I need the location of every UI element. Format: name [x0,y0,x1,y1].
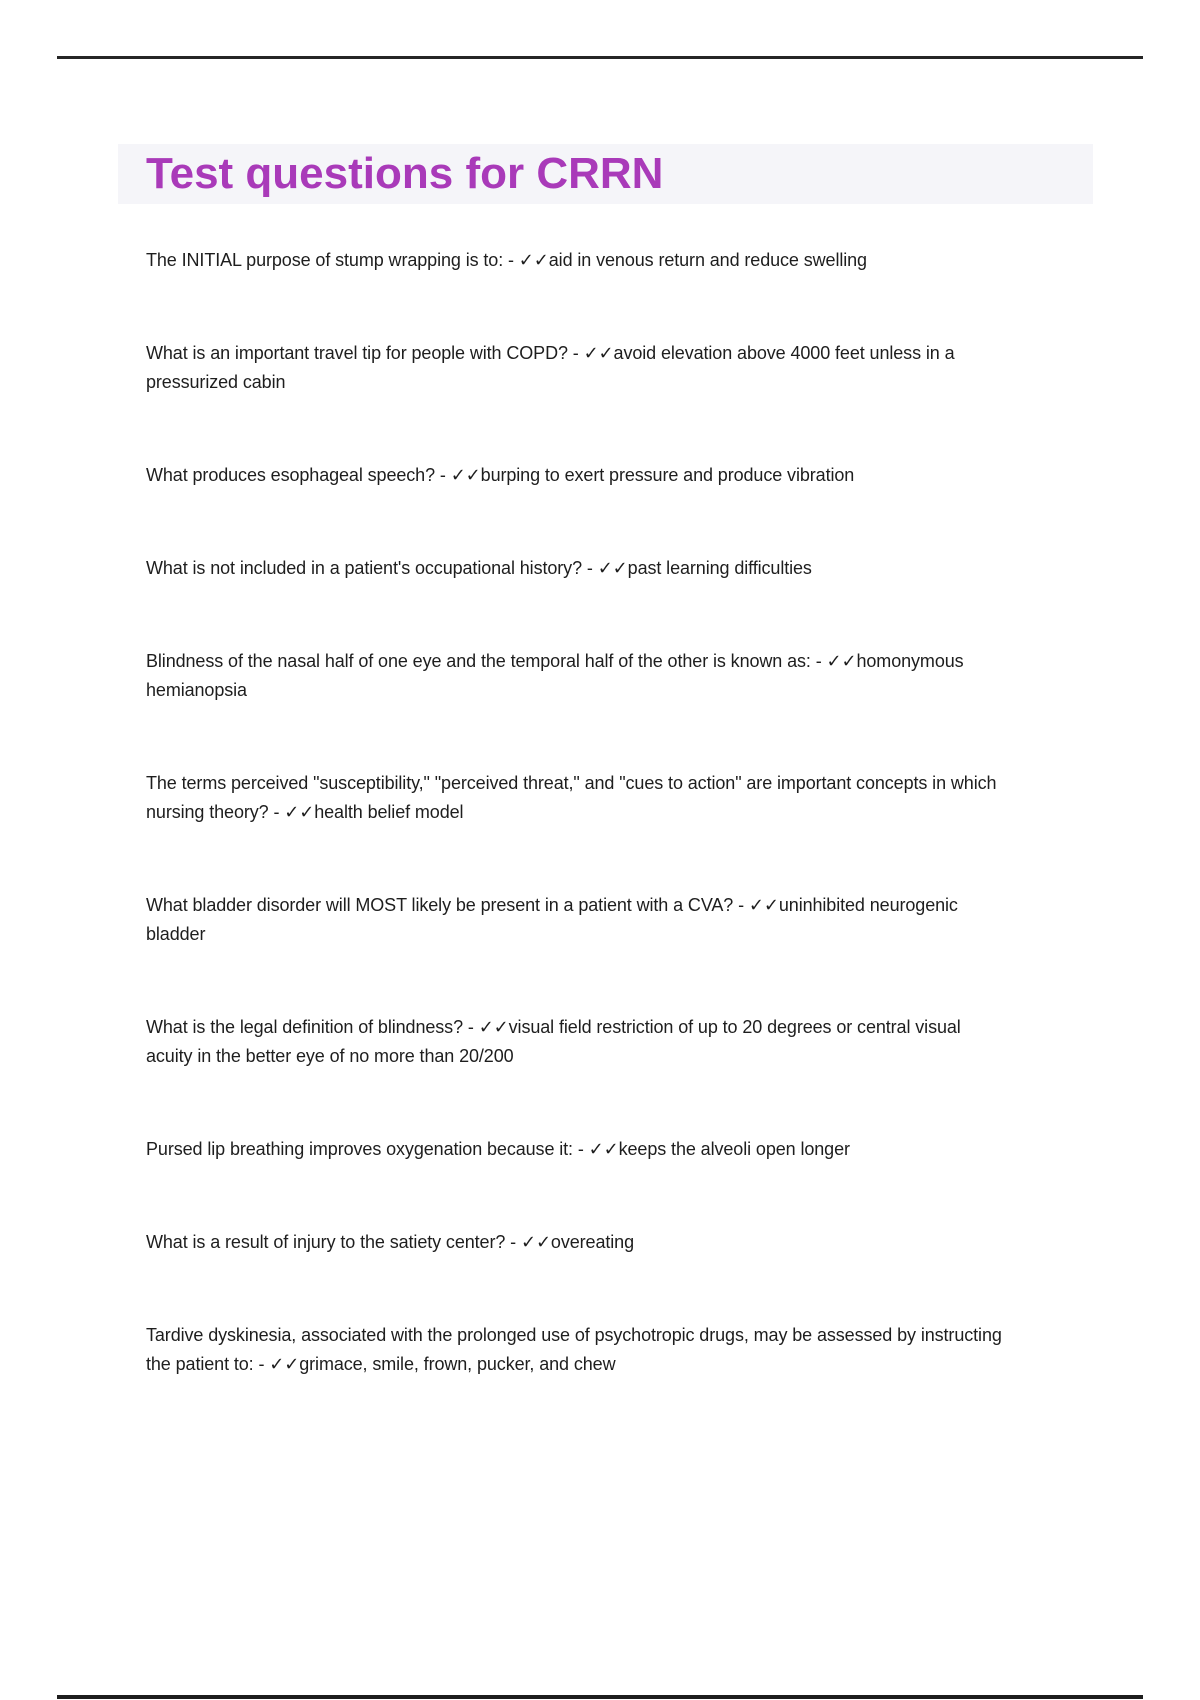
question-item: The INITIAL purpose of stump wrapping is to: - ✓✓aid in venous return and reduce swelling [146,250,867,270]
title-bar [118,144,1093,204]
question-item: What bladder disorder will MOST likely be present in a patient with a CVA? - ✓✓uninhibited neurogenic bladder [146,895,958,944]
page-title: Test questions for CRRN [146,149,664,198]
question-item: What is the legal definition of blindness? - ✓✓visual field restriction of up to 20 degrees or central visual acuity in the better eye of no more than 20/200 [146,1017,961,1066]
question-item: What is not included in a patient's occupational history? - ✓✓past learning difficulties [146,558,812,578]
bottom-rule [57,1695,1143,1699]
question-item: Blindness of the nasal half of one eye and the temporal half of the other is known as: - ✓✓homonymous hemianopsia [146,651,964,700]
question-list [146,246,1006,1443]
question-item: Tardive dyskinesia, associated with the prolonged use of psychotropic drugs, may be assessed by instructing the patient to: - ✓✓grimace, smile, frown, pucker, and chew [146,1325,1002,1374]
question-item: What produces esophageal speech? - ✓✓burping to exert pressure and produce vibration [146,465,855,485]
question-item: What is an important travel tip for people with COPD? - ✓✓avoid elevation above 4000 feet unless in a pressurized cabin [146,343,955,392]
top-rule [57,56,1143,59]
question-item: The terms perceived "susceptibility," "perceived threat," and "cues to action" are important concepts in which nursing theory? - ✓✓health belief model [146,773,997,822]
question-item: What is a result of injury to the satiety center? - ✓✓overeating [146,1232,634,1252]
question-item: Pursed lip breathing improves oxygenation because it: - ✓✓keeps the alveoli open longer [146,1139,850,1159]
